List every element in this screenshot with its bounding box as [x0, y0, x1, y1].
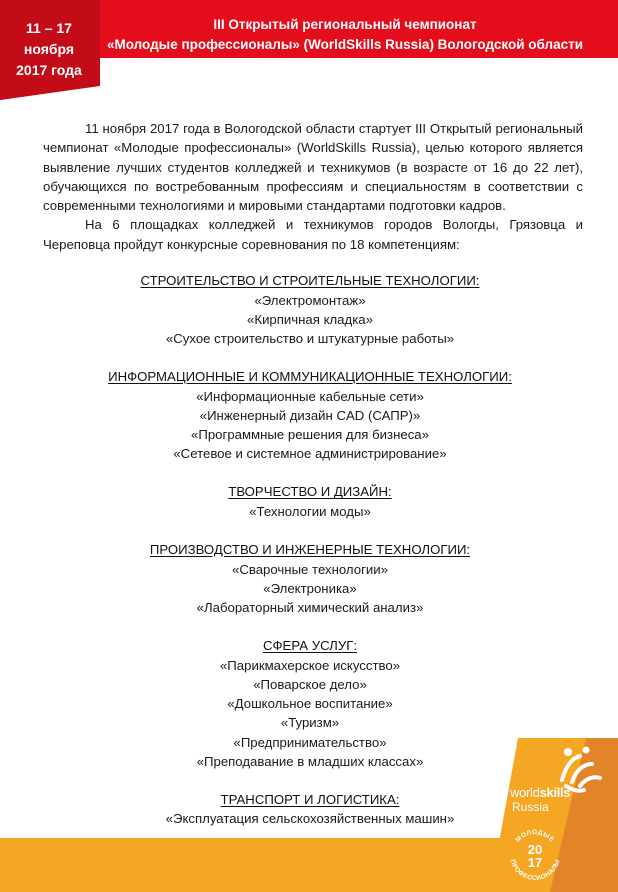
competence-item: «Электромонтаж» — [254, 292, 366, 308]
competence-item: «Электроника» — [263, 580, 357, 596]
seal-year-bottom: 17 — [527, 855, 543, 870]
competence-item: «Программные решения для бизнеса» — [191, 427, 429, 443]
date-year: 2017 года — [16, 62, 82, 78]
competence-item: «Предпринимательство» — [233, 734, 387, 750]
section-manufacturing — [20, 540, 600, 617]
seal-year-top: 20 — [527, 842, 543, 857]
competence-item: «Туризм» — [280, 715, 340, 731]
worldskills-wordmark — [510, 786, 610, 814]
competence-item: «Инженерный дизайн CAD (САПР)» — [199, 407, 421, 423]
young-professionals-seal-icon — [502, 822, 568, 888]
section-title: СФЕРА УСЛУГ: — [262, 638, 358, 654]
date-month: ноября — [23, 41, 75, 57]
logo-world: world — [510, 785, 540, 800]
seal-bottom-text: ПРОФЕССИОНАЛЫ — [508, 858, 562, 883]
section-it — [20, 367, 600, 463]
title-line-1: III Открытый региональный чемпионат — [213, 17, 477, 32]
intro-paragraph: 11 ноября 2017 года в Вологодской области стартует III Открытый региональный чемпионат «Молодые профессионалы» (WorldSkills Russia), целью которого является выявление лучших студентов колледжей и техникумов (в возрасте от 16 до 22 лет), обучающихся по востребованным профессиям и специальностям в соответствии с современными технологиями и мировыми стандартами подготовки кадров. — [43, 121, 583, 214]
competence-item: «Дошкольное воспитание» — [227, 696, 393, 712]
competence-item: «Преподавание в младших классах» — [196, 753, 424, 769]
section-title: ИНФОРМАЦИОННЫЕ И КОММУНИКАЦИОННЫЕ ТЕХНОЛОГИИ: — [108, 369, 512, 385]
header-banner — [0, 0, 618, 100]
date-range: 11 – 17 — [26, 20, 72, 36]
section-title: ПРОИЗВОДСТВО И ИНЖЕНЕРНЫЕ ТЕХНОЛОГИИ: — [149, 542, 471, 558]
title-line-2: «Молодые профессионалы» (WorldSkills Russia) Вологодской области — [106, 37, 584, 52]
competence-item: «Поварское дело» — [253, 676, 367, 692]
competence-item: «Сухое строительство и штукатурные работы» — [165, 330, 455, 346]
logo-skills: skills — [539, 785, 571, 800]
logo-russia: Russia — [512, 800, 549, 814]
intro-text — [43, 119, 583, 254]
seal-top-text: МОЛОДЫЕ — [514, 828, 556, 844]
competence-item: «Парикмахерское искусство» — [219, 657, 401, 673]
competence-item: «Эксплуатация сельскохозяйственных машин» — [165, 811, 455, 827]
intro-paragraph: На 6 площадках колледжей и техникумов городов Вологды, Грязовца и Череповца пройдут конкурсные соревнования по 18 компетенциям: — [43, 217, 583, 252]
competence-item: «Лабораторный химический анализ» — [196, 600, 424, 616]
section-title: ТРАНСПОРТ И ЛОГИСТИКА: — [220, 791, 400, 807]
competence-item: «Сетевое и системное администрирование» — [173, 446, 447, 462]
section-title: ТВОРЧЕСТВО И ДИЗАЙН: — [228, 484, 392, 500]
page-title — [95, 15, 595, 55]
section-design — [20, 482, 600, 521]
section-construction — [20, 271, 600, 348]
section-title: СТРОИТЕЛЬСТВО И СТРОИТЕЛЬНЫЕ ТЕХНОЛОГИИ: — [140, 273, 480, 288]
competence-item: «Сварочные технологии» — [232, 561, 388, 577]
competence-item: «Информационные кабельные сети» — [196, 388, 424, 404]
date-block — [8, 18, 90, 81]
competence-item: «Кирпичная кладка» — [247, 311, 373, 327]
competence-item: «Технологии моды» — [249, 503, 371, 519]
